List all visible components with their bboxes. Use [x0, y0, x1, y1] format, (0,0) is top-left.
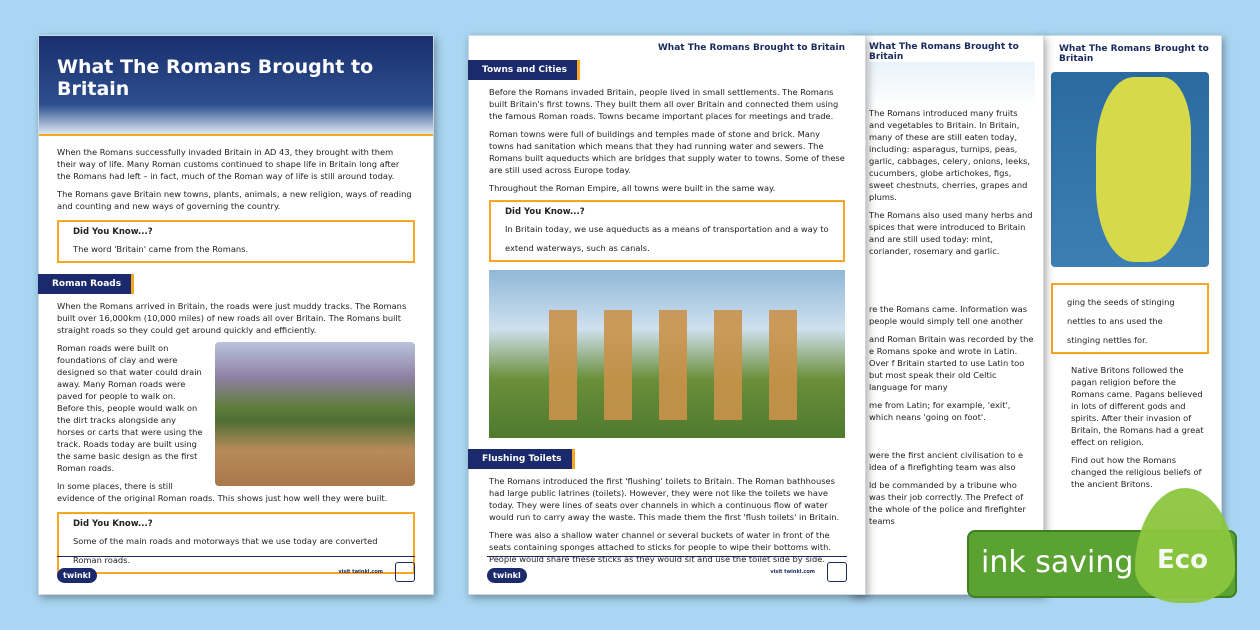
paragraph: The Romans gave Britain new towns, plants, animals, a new religion, ways of reading and counting and new ways of governing the country.: [57, 189, 412, 211]
paragraph: re the Romans came. Information was people would simply tell one another: [869, 304, 1028, 326]
paragraph: and Roman Britain was recorded by the e Romans spoke and wrote in Latin. Over f Britain started to use Latin too but most speak their old Celtic language for many: [869, 334, 1034, 392]
did-you-know-box: Did You Know...? Some of the main roads and motorways that we use today are converted Roman roads.: [57, 512, 415, 574]
paragraph: Find out how the Romans changed the religious beliefs of the ancient Britons.: [1071, 455, 1202, 489]
visit-link[interactable]: visit twinkl.com: [338, 569, 383, 575]
worksheet-page-3: [850, 35, 1044, 595]
page-header: What The Romans Brought to Britain: [869, 42, 1019, 62]
eco-label: ink saving: [981, 545, 1134, 580]
paragraph: When the Romans arrived in Britain, the roads were just muddy tracks. The Romans built over 16,000km (10,000 miles) of new roads all over Britain. The Romans built straight roads so they could get around quickly and efficiently.: [57, 301, 407, 335]
visit-link[interactable]: visit twinkl.com: [770, 569, 815, 575]
paragraph: In some places, there is still evidence of the original Roman roads. This shows just how well they were built.: [57, 481, 388, 503]
paragraph: Throughout the Roman Empire, all towns were built in the same way.: [489, 183, 776, 193]
footer: [57, 556, 415, 586]
page-title: What The Romans Brought to Britain: [57, 56, 374, 100]
did-you-know-box: ging the seeds of stinging nettles to ans used the stinging nettles for.: [1051, 283, 1209, 354]
page-header: What The Romans Brought to Britain: [657, 43, 845, 53]
paragraph: Native Britons followed the pagan religion before the Romans came. Pagans believed in lots of different gods and spirits. After their invasion of Britain, the Romans had a great effect on religion.: [1071, 365, 1204, 447]
footer: [487, 556, 847, 586]
paragraph: The Romans introduced the first 'flushing' toilets to Britain. The Roman bathhouses had large public latrines (toilets). However, they were not like the toilets we have today. They were lines of seats over channels in which a continuous flow of water would run to carry away the waste. This made them the first 'flush toilets' in Britain.: [489, 476, 840, 522]
aqueduct-image: [489, 270, 845, 438]
paragraph: Before the Romans invaded Britain, people lived in small settlements. The Romans built Britain's first towns. They built them all over Britain and connected them using the famous Roman roads. Towns became important places for meetings and trade.: [489, 87, 839, 121]
section-heading: Towns and Cities: [468, 60, 580, 80]
worksheet-page-4: [1038, 35, 1222, 560]
twinkl-logo[interactable]: twinkl: [487, 568, 527, 583]
paragraph: The Romans introduced many fruits and vegetables to Britain. In Britain, many of these are still eaten today, including: asparagus, turnips, peas, garlic, cabbages, celery, onions, leeks, cucumbers, globe artichokes, figs, sweet chestnuts, cherries, grapes and plums.: [869, 108, 1030, 202]
paragraph: me from Latin; for example, 'exit', which neans 'going on foot'.: [869, 400, 1011, 422]
quality-badge-icon: [395, 562, 415, 582]
section-heading: Roman Roads: [38, 274, 134, 294]
paragraph: When the Romans successfully invaded Britain in AD 43, they brought with them their way of life. Many Roman customs continued to shape life in Britain long after the Romans had left – in fact, much of the Roman way of life is still around today.: [57, 147, 400, 181]
roman-road-image: [215, 342, 415, 486]
section-heading: Flushing Toilets: [468, 449, 575, 469]
paragraph: were the first ancient civilisation to e idea of a firefighting team was also: [869, 450, 1024, 472]
quality-badge-icon: [827, 562, 847, 582]
twinkl-logo[interactable]: twinkl: [57, 568, 97, 583]
paragraph: There was also a shallow water channel or several buckets of water in front of the seats containing sponges attached to sticks for people to wipe their bottoms with. People would share these sticks as they would sit and use the toilet side by side.: [489, 530, 831, 564]
paragraph: Roman roads were built on foundations of clay and were designed so that water could drain away. Many Roman roads were paved for people to walk on. Before this, people would walk on the dirt tracks alongside any horses or carts that were using the track. Roads today are built using the same basic design as the first Roman roads.: [57, 343, 203, 473]
title-banner: [39, 36, 433, 136]
paragraph: ld be commanded by a tribune who was their job correctly. The Prefect of the whole of the police and firefighter teams: [869, 480, 1026, 526]
did-you-know-box: Did You Know...? The word 'Britain' came from the Romans.: [57, 220, 415, 263]
paragraph: The Romans also used many herbs and spices that were introduced to Britain and are still used today: mint, coriander, rosemary and garlic.: [869, 210, 1033, 256]
britain-map-image: [1051, 72, 1209, 267]
worksheet-page-1: [38, 35, 434, 595]
eco-text: Eco: [1157, 545, 1209, 575]
page-header: What The Romans Brought to Britain: [1059, 44, 1209, 64]
paragraph: Roman towns were full of buildings and temples made of stone and brick. Many towns had sanitation which means that they had running water and sewers. The Romans built aqueducts which are bridges that supply water to towns. Some of these are still used across Europe today.: [489, 129, 845, 175]
did-you-know-box: Did You Know...? In Britain today, we use aqueducts as a means of transportation and a way to extend waterways, such as canals.: [489, 200, 845, 262]
worksheet-page-2: [468, 35, 866, 595]
